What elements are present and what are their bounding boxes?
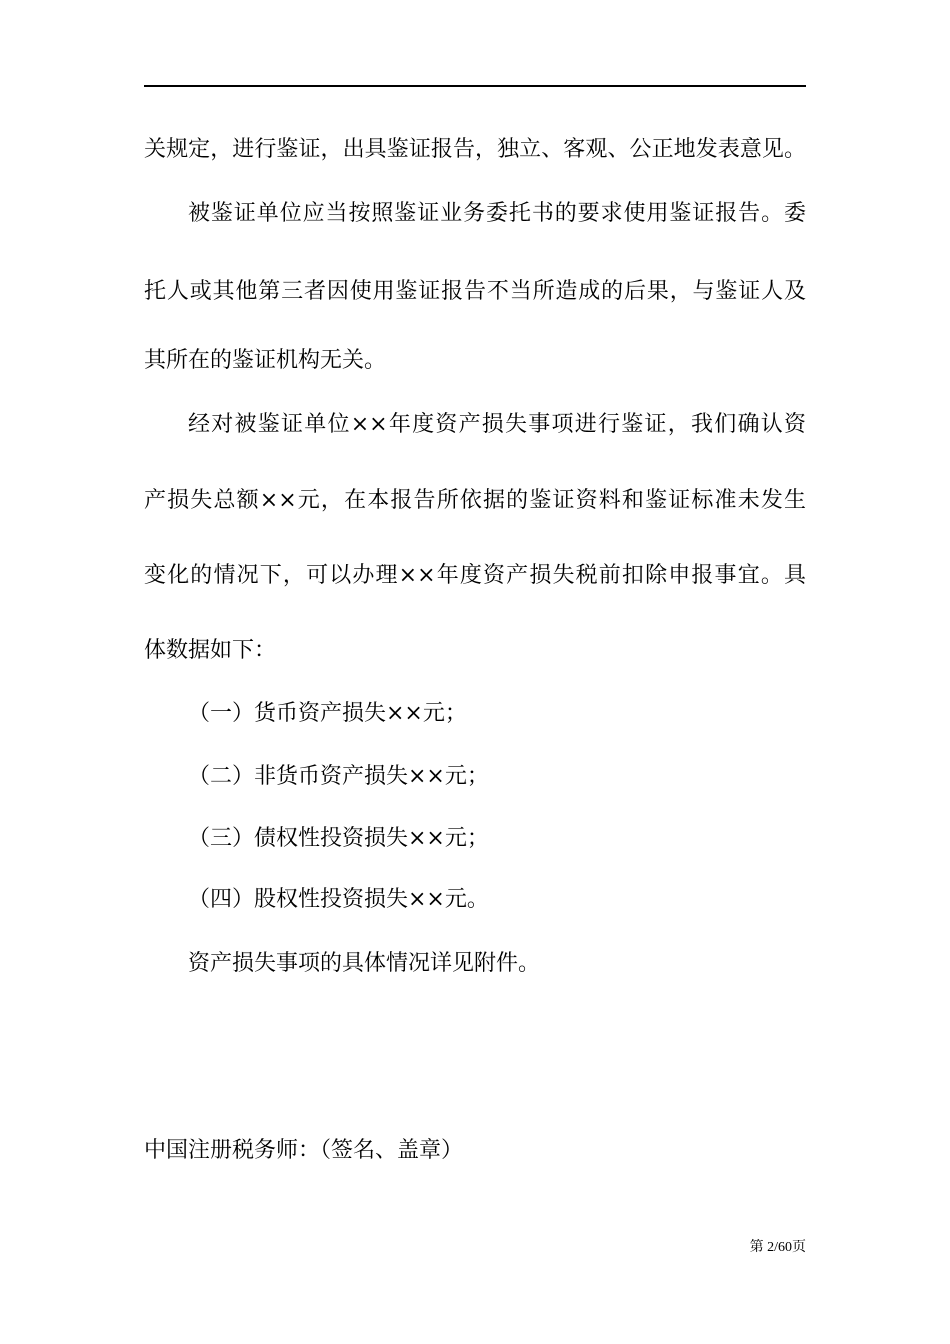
list-item: （三）债权性投资损失××元；: [188, 826, 489, 851]
signature-line: 中国注册税务师：（签名、盖章）: [144, 1138, 464, 1163]
paragraph-line: 体数据如下：: [144, 638, 277, 663]
paragraph-line: 被鉴证单位应当按照鉴证业务委托书的要求使用鉴证报告。委: [188, 201, 806, 226]
paragraph-line: 资产损失事项的具体情况详见附件。: [188, 951, 541, 976]
page-number: 第 2/60页: [749, 1240, 806, 1255]
paragraph-line: 产损失总额××元，在本报告所依据的鉴证资料和鉴证标准未发生: [144, 488, 806, 513]
list-item: （一）货币资产损失××元；: [188, 701, 467, 726]
paragraph-line: 托人或其他第三者因使用鉴证报告不当所造成的后果，与鉴证人及: [144, 279, 806, 304]
list-item: （四）股权性投资损失××元。: [188, 887, 489, 912]
header-rule: [144, 85, 806, 87]
paragraph-line: 关规定，进行鉴证，出具鉴证报告，独立、客观、公正地发表意见。: [144, 137, 806, 162]
paragraph-line: 变化的情况下，可以办理××年度资产损失税前扣除申报事宜。具: [144, 563, 806, 588]
list-item: （二）非货币资产损失××元；: [188, 764, 489, 789]
paragraph-line: 经对被鉴证单位××年度资产损失事项进行鉴证，我们确认资: [188, 412, 806, 437]
paragraph-line: 其所在的鉴证机构无关。: [144, 348, 387, 373]
